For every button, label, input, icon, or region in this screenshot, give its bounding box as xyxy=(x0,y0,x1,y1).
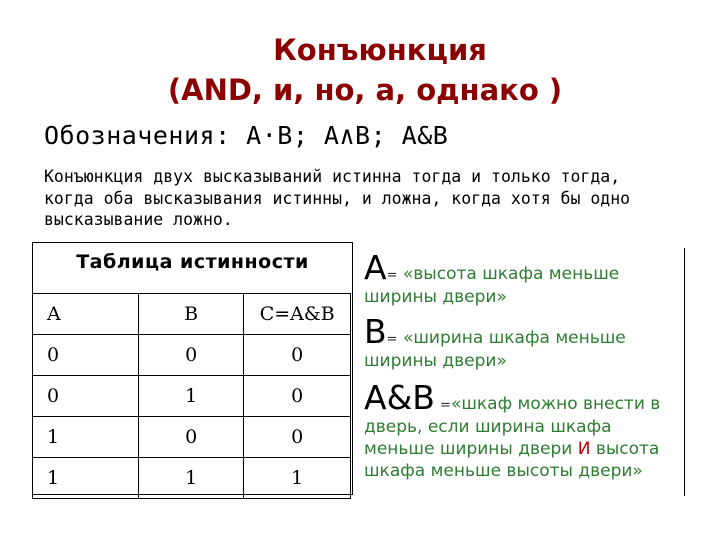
table-cell: 0 xyxy=(244,417,351,458)
table-cell: 0 xyxy=(138,417,244,458)
definition-text: Конъюнкция двух высказываний истинна тогда и только тогда, когда оба высказывания истинны, и ложна, когда хотя бы одно высказывание ложно. xyxy=(44,167,631,229)
notation-line: Обозначения: A·B; A∧B; A&B xyxy=(44,121,449,150)
example-ab-and: И xyxy=(577,439,591,459)
example-a-text: «высота шкафа меньше ширины двери» xyxy=(364,264,620,307)
header-cell: A xyxy=(33,294,139,335)
slide-title: Конъюнкция xyxy=(273,33,487,67)
table-cell: 1 xyxy=(33,417,139,458)
table-cell: 0 xyxy=(244,335,351,376)
example-a xyxy=(364,250,674,308)
truth-table-box xyxy=(32,242,353,495)
symbol-ab: A&B xyxy=(364,378,435,417)
example-b-text: «ширина шкафа меньше ширины двери» xyxy=(364,328,626,371)
header-cell: B xyxy=(138,294,244,335)
example-ab-text-end: высота шкафа меньше высоты двери» xyxy=(364,439,660,481)
table-row xyxy=(33,335,351,376)
table-row xyxy=(33,417,351,458)
truth-table xyxy=(32,293,351,499)
header-cell: C=A&B xyxy=(244,294,351,335)
table-cell: 0 xyxy=(33,376,139,417)
symbol-b: B xyxy=(364,312,387,351)
symbol-a: A xyxy=(364,248,387,287)
table-row xyxy=(33,458,351,499)
example-b xyxy=(364,314,674,372)
truth-table-title: Таблица истинности xyxy=(76,251,309,273)
equals-sign: = xyxy=(440,398,451,413)
table-cell: 1 xyxy=(244,458,351,499)
example-ab xyxy=(364,380,674,482)
table-cell: 1 xyxy=(138,458,244,499)
table-header-row xyxy=(33,294,351,335)
table-cell: 1 xyxy=(138,376,244,417)
table-cell: 0 xyxy=(244,376,351,417)
examples-panel xyxy=(364,248,685,496)
table-cell: 1 xyxy=(33,458,139,499)
table-cell: 0 xyxy=(33,335,139,376)
table-cell: 0 xyxy=(138,335,244,376)
equals-sign: = xyxy=(386,332,398,347)
table-row xyxy=(33,376,351,417)
equals-sign: = xyxy=(386,268,398,283)
example-ab-text: «шкаф можно внести в дверь, если ширина шкафа меньше ширины двери xyxy=(364,394,661,459)
slide-subtitle: (AND, и, но, а, однако ) xyxy=(167,73,563,107)
